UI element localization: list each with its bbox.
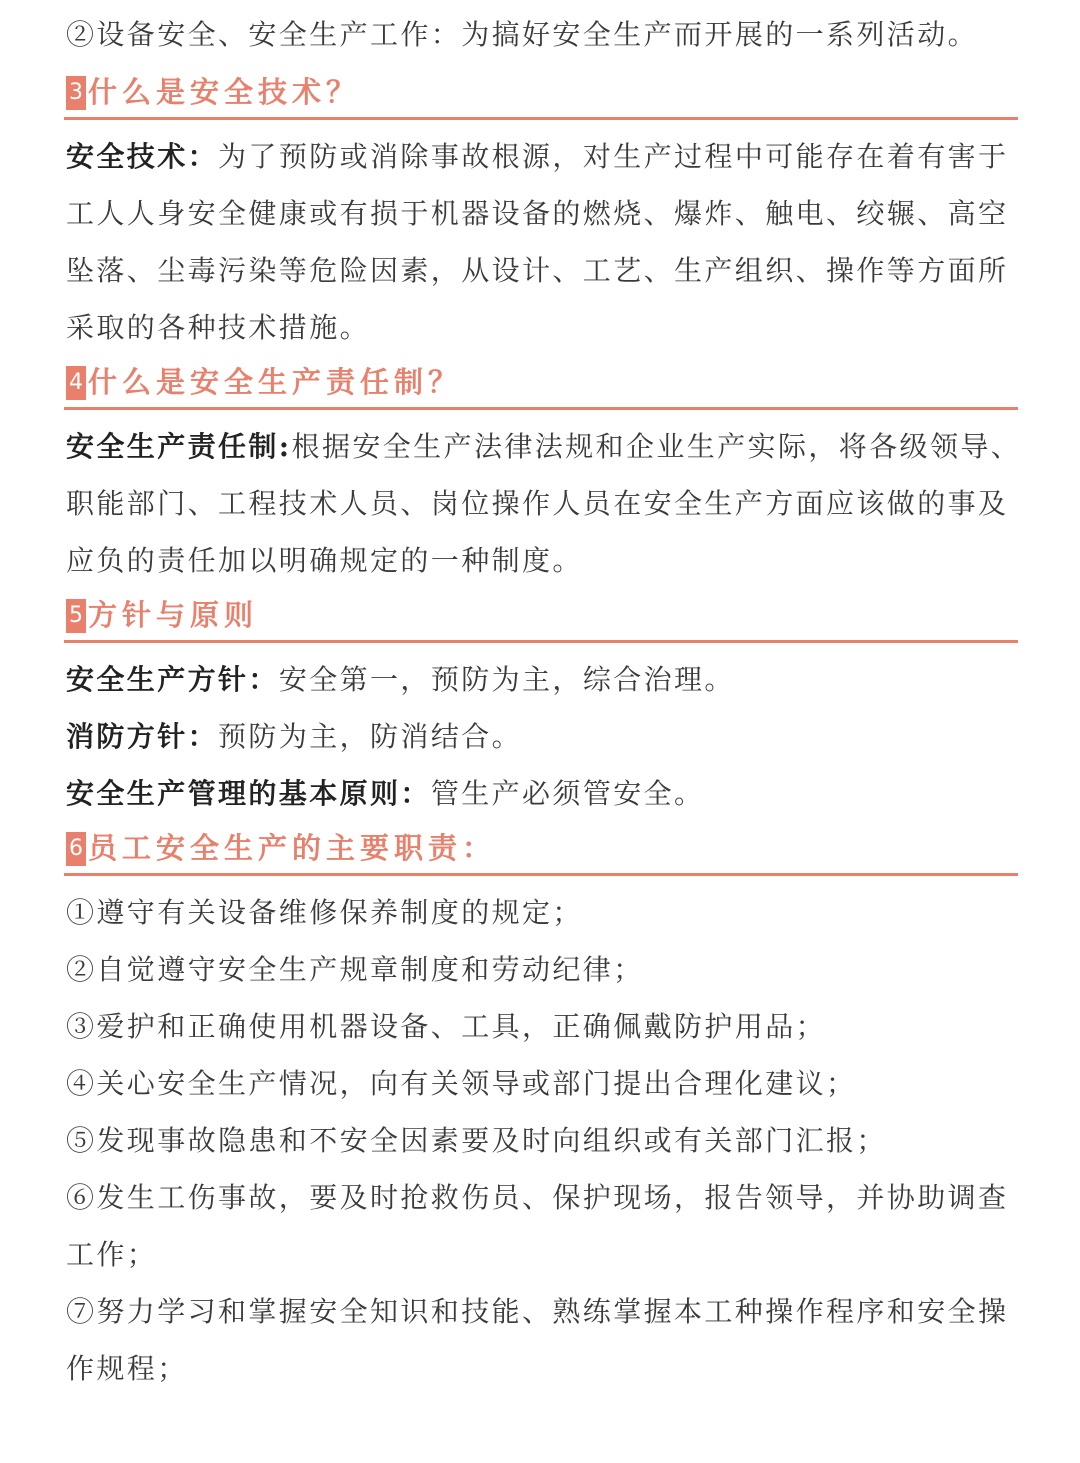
section-heading-3: [66, 66, 1018, 124]
paragraph-line: 工人人身安全健康或有损于机器设备的燃烧、爆炸、触电、绞辗、高空: [66, 197, 1009, 230]
intro-block: [66, 0, 1018, 66]
section-title: 什么是安全技术？: [88, 75, 361, 109]
section-divider: [64, 640, 1018, 643]
section-heading-5: [66, 589, 1018, 647]
intro-line: ②设备安全、安全生产工作：为搞好安全生产而开展的一系列活动。: [66, 18, 979, 51]
term-label: 安全生产方针：: [66, 663, 279, 696]
duty-item: ②自觉遵守安全生产规章制度和劳动纪律；: [66, 953, 644, 986]
section-divider: [64, 407, 1018, 410]
section-title: 员工安全生产的主要职责：: [88, 831, 497, 865]
section-number-badge: 3: [66, 76, 86, 110]
article-body: [66, 0, 1022, 1397]
section-number-badge: 6: [66, 832, 86, 866]
duty-item: ⑥发生工伤事故，要及时抢救伤员、保护现场，报告领导，并协助调查: [66, 1181, 1009, 1214]
paragraph-line: 安全生产责任制:根据安全生产法律法规和企业生产实际，将各级领导、: [66, 430, 1022, 463]
duty-item: ①遵守有关设备维修保养制度的规定；: [66, 896, 583, 929]
duty-item: 作规程；: [66, 1352, 188, 1385]
duty-item: ④关心安全生产情况，向有关领导或部门提出合理化建议；: [66, 1067, 857, 1100]
duty-item: ⑦努力学习和掌握安全知识和技能、熟练掌握本工种操作程序和安全操: [66, 1295, 1009, 1328]
section-title: 方针与原则: [88, 598, 259, 632]
section-divider: [64, 873, 1018, 876]
section-heading-4: [66, 356, 1018, 414]
term-label: 安全生产责任制:: [66, 430, 292, 463]
duty-item: 工作；: [66, 1238, 158, 1271]
paragraph-line: 安全技术：为了预防或消除事故根源，对生产过程中可能存在着有害于: [66, 140, 1009, 173]
paragraph-line: 职能部门、工程技术人员、岗位操作人员在安全生产方面应该做的事及: [66, 487, 1009, 520]
term-label: 安全技术：: [66, 140, 219, 173]
paragraph-line: 坠落、尘毒污染等危险因素，从设计、工艺、生产组织、操作等方面所: [66, 254, 1009, 287]
paragraph-line: 应负的责任加以明确规定的一种制度。: [66, 544, 583, 577]
term-label: 安全生产管理的基本原则：: [66, 777, 431, 810]
section-title: 什么是安全生产责任制？: [88, 365, 463, 399]
principle-item: 安全生产方针：安全第一，预防为主，综合治理。: [66, 663, 735, 696]
section-number-badge: 4: [66, 366, 86, 400]
section-divider: [64, 117, 1018, 120]
section-heading-6: [66, 822, 1018, 880]
section-number-badge: 5: [66, 599, 86, 633]
principle-item: 消防方针：预防为主，防消结合。: [66, 720, 523, 753]
paragraph-line: 采取的各种技术措施。: [66, 311, 371, 344]
duty-item: ③爱护和正确使用机器设备、工具，正确佩戴防护用品；: [66, 1010, 827, 1043]
term-label: 消防方针：: [66, 720, 219, 753]
duty-item: ⑤发现事故隐患和不安全因素要及时向组织或有关部门汇报；: [66, 1124, 887, 1157]
principle-item: 安全生产管理的基本原则：管生产必须管安全。: [66, 777, 705, 810]
